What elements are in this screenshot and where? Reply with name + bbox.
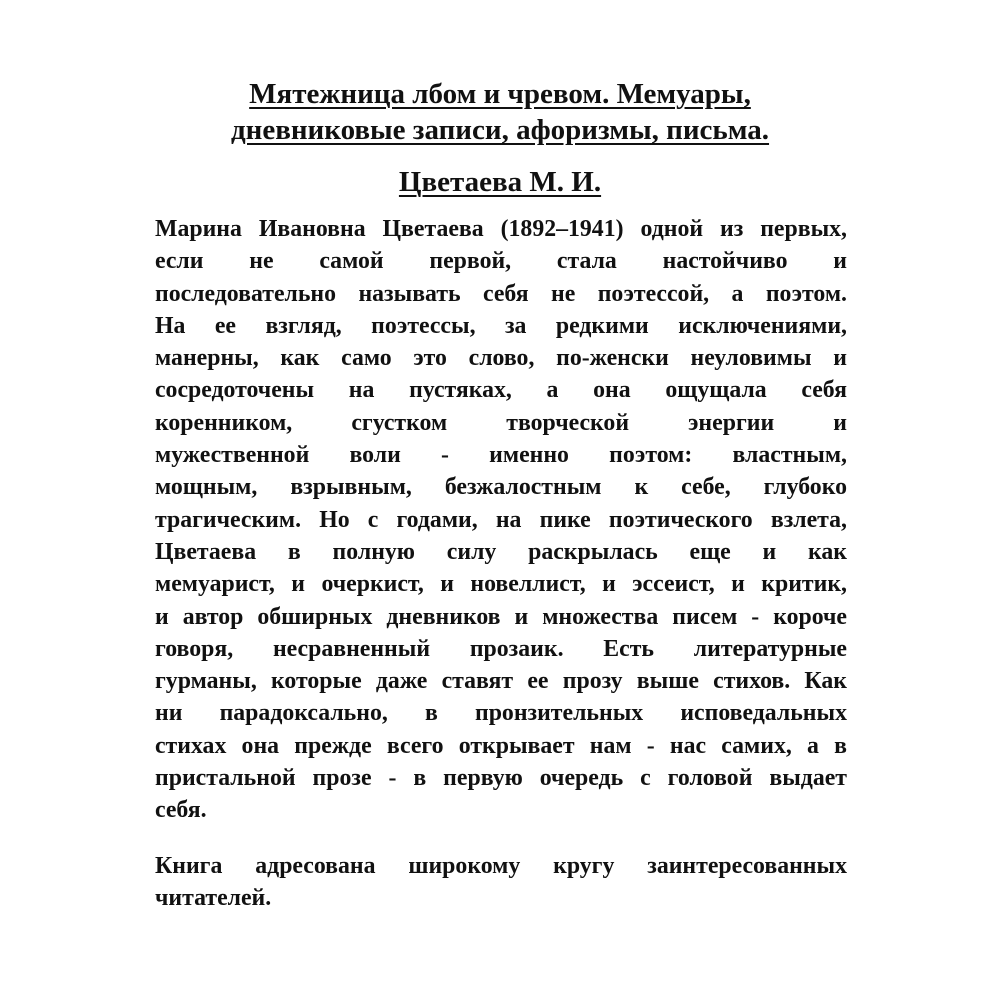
paragraph-line: гурманы, которые даже ставят ее прозу выше стихов. Как: [155, 668, 847, 695]
paragraph-line: манерны, как само это слово, по-женски неуловимы и: [155, 345, 847, 372]
paragraph-line: и автор обширных дневников и множества писем - короче: [155, 603, 847, 630]
paragraph-line: читателей.: [155, 885, 272, 912]
paragraph-line: Марина Ивановна Цветаева (1892–1941) одной из первых,: [155, 216, 847, 242]
paragraph-line: последовательно называть себя не поэтессой, а поэтом.: [155, 280, 847, 307]
book-author: Цветаева М. И.: [398, 166, 602, 198]
book-title: [150, 76, 850, 148]
paragraph-line: стихах она прежде всего открывает нам - нас самих, а в: [155, 732, 847, 759]
paragraph-line: мужественной воли - именно поэтом: властным,: [155, 442, 847, 469]
paragraph-line: Цветаева в полную силу раскрылась еще и как: [155, 538, 847, 565]
audience-paragraph: [155, 850, 847, 915]
paragraph-line: сосредоточены на пустяках, а она ощущала себя: [155, 377, 847, 404]
paragraph-line: говоря, несравненный прозаик. Есть литературные: [155, 635, 847, 662]
title-line: Мятежница лбом и чревом. Мемуары,: [249, 78, 751, 110]
paragraph-line: себя.: [155, 797, 207, 824]
paragraph-line: трагическим. Но с годами, на пике поэтического взлета,: [155, 506, 847, 533]
paragraph-line: мощным, взрывным, безжалостным к себе, глубоко: [155, 474, 847, 501]
paragraph-line: коренником, сгустком творческой энергии и: [155, 409, 847, 436]
description-paragraph: [155, 213, 847, 827]
paragraph-line: пристальной прозе - в первую очередь с головой выдает: [155, 765, 847, 792]
paragraph-line: мемуарист, и очеркист, и новеллист, и эссеист, и критик,: [155, 571, 847, 598]
paragraph-line: ни парадоксально, в пронзительных исповедальных: [155, 700, 847, 727]
paragraph-line: Книга адресована широкому кругу заинтересованных: [155, 853, 847, 879]
paragraph-line: На ее взгляд, поэтессы, за редкими исключениями,: [155, 312, 847, 339]
paragraph-line: если не самой первой, стала настойчиво и: [155, 248, 847, 275]
title-line: дневниковые записи, афоризмы, письма.: [230, 114, 770, 146]
